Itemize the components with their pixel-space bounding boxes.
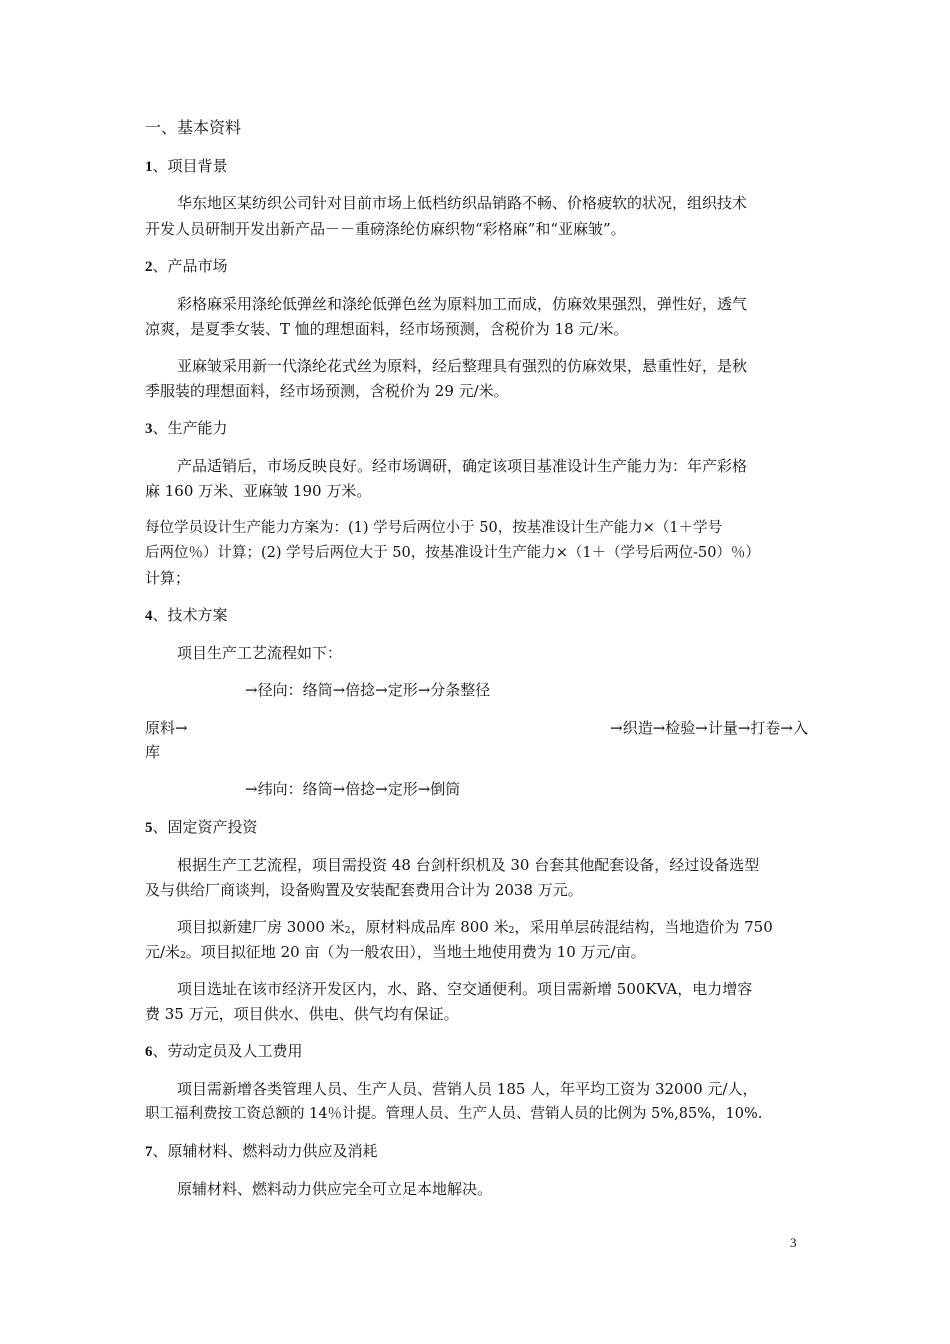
paragraph-line: 原辅材料、燃料动力供应完全可立足本地解决。 [177, 1180, 493, 1198]
paragraph-line: 项目需新增各类管理人员、生产人员、营销人员 185 人，年平均工资为 32000 元/人， [177, 1080, 758, 1098]
paragraph-line: 项目生产工艺流程如下： [177, 644, 343, 662]
paragraph-line: 费 35 万元，项目供水、供电、供气均有保证。 [145, 1005, 459, 1023]
paragraph-line: 后两位％）计算；(2) 学号后两位大于 50，按基准设计生产能力×（1＋（学号后两位-50）％） [145, 545, 760, 561]
heading-number: 2 [145, 259, 153, 275]
heading-product-market [145, 256, 807, 277]
paragraph-line: 根据生产工艺流程，项目需投资 48 台剑杆织机及 30 台套其他配套设备，经过设备选型 [177, 856, 760, 874]
text-fragment: 。项目拟征地 20 亩（为一般农田），当地土地使用费为 10 万元/亩。 [185, 943, 646, 961]
paragraph-line: 麻 160 万米、亚麻皱 190 万米。 [145, 482, 372, 500]
page-number: 3 [790, 1235, 797, 1250]
superscript-unit: 2 [180, 951, 186, 961]
text-fragment: ，原材料成品库 800 米 [350, 918, 509, 936]
heading-text: 、生产能力 [152, 419, 228, 437]
heading-materials-energy [145, 1141, 807, 1162]
paragraph-line: 开发人员研制开发出新产品－－重磅涤纶仿麻织物“彩格麻”和“亚麻皱”。 [145, 220, 626, 238]
heading-number: 5 [145, 820, 153, 836]
paragraph-line: 计算； [145, 569, 191, 587]
heading-text: 、固定资产投资 [152, 818, 258, 836]
text-fragment: ，采用单层砖混结构，当地造价为 750 [514, 918, 773, 936]
heading-production-capacity [145, 418, 807, 439]
paragraph-line [145, 942, 807, 965]
heading-fixed-asset-investment [145, 817, 807, 838]
heading-number: 6 [145, 1044, 153, 1060]
heading-text: 、项目背景 [152, 157, 228, 175]
text-fragment: 元/米 [145, 943, 181, 961]
paragraph-line: 季服装的理想面料，经市场预测，含税价为 29 元/米。 [145, 382, 509, 400]
heading-number: 3 [145, 421, 153, 437]
text-fragment: 项目拟新建厂房 3000 米 [177, 918, 345, 936]
paragraph-line: 每位学员设计生产能力方案为：(1) 学号后两位小于 50，按基准设计生产能力×（1＋学号 [145, 520, 723, 536]
heading-number: 1 [145, 159, 153, 175]
flow-start-label: 原料→ [145, 719, 188, 737]
paragraph-line: 凉爽，是夏季女装、T 恤的理想面料，经市场预测，含税价为 18 元/米。 [145, 320, 629, 338]
heading-technical-plan [145, 605, 807, 626]
paragraph-line: 及与供给厂商谈判，设备购置及安装配套费用合计为 2038 万元。 [145, 881, 583, 899]
heading-number: 4 [145, 608, 153, 624]
flow-weft-line: →纬向：络筒→倍捻→定形→倒筒 [245, 780, 461, 798]
heading-labor-staffing [145, 1041, 807, 1062]
superscript-unit: 2 [508, 926, 515, 936]
heading-text: 、劳动定员及人工费用 [152, 1042, 303, 1060]
superscript-unit: 2 [344, 926, 351, 936]
flow-warp-line: →径向：络筒→倍捻→定形→分条整径 [245, 681, 491, 699]
heading-text: 、产品市场 [152, 257, 228, 275]
heading-text: 、原辅材料、燃料动力供应及消耗 [152, 1142, 378, 1160]
heading-project-background [145, 156, 807, 177]
heading-number: 7 [145, 1144, 153, 1160]
flow-main-line: →织造→检验→计量→打卷→入 [610, 719, 808, 737]
flow-wrap-text: 库 [145, 743, 161, 761]
paragraph-line: 产品适销后，市场反映良好。经市场调研，确定该项目基准设计生产能力为：年产彩格 [177, 457, 748, 475]
section-title: 一、基本资料 [145, 118, 242, 137]
paragraph-line: 职工福利费按工资总额的 14％计提。管理人员、生产人员、营销人员的比例为 5%,85%，10%. [145, 1106, 763, 1122]
heading-text: 、技术方案 [152, 606, 228, 624]
paragraph-line: 华东地区某纺织公司针对目前市场上低档纺织品销路不畅、价格疲软的状况，组织技术 [177, 194, 748, 212]
paragraph-line [177, 917, 807, 940]
paragraph-line: 项目选址在该市经济开发区内，水、路、空交通便利。项目需新增 500KVA，电力增容 [177, 980, 753, 998]
paragraph-line: 亚麻皱采用新一代涤纶花式丝为原料，经后整理具有强烈的仿麻效果，悬重性好，是秋 [177, 357, 748, 375]
paragraph-line: 彩格麻采用涤纶低弹丝和涤纶低弹色丝为原料加工而成，仿麻效果强烈，弹性好，透气 [177, 295, 748, 313]
